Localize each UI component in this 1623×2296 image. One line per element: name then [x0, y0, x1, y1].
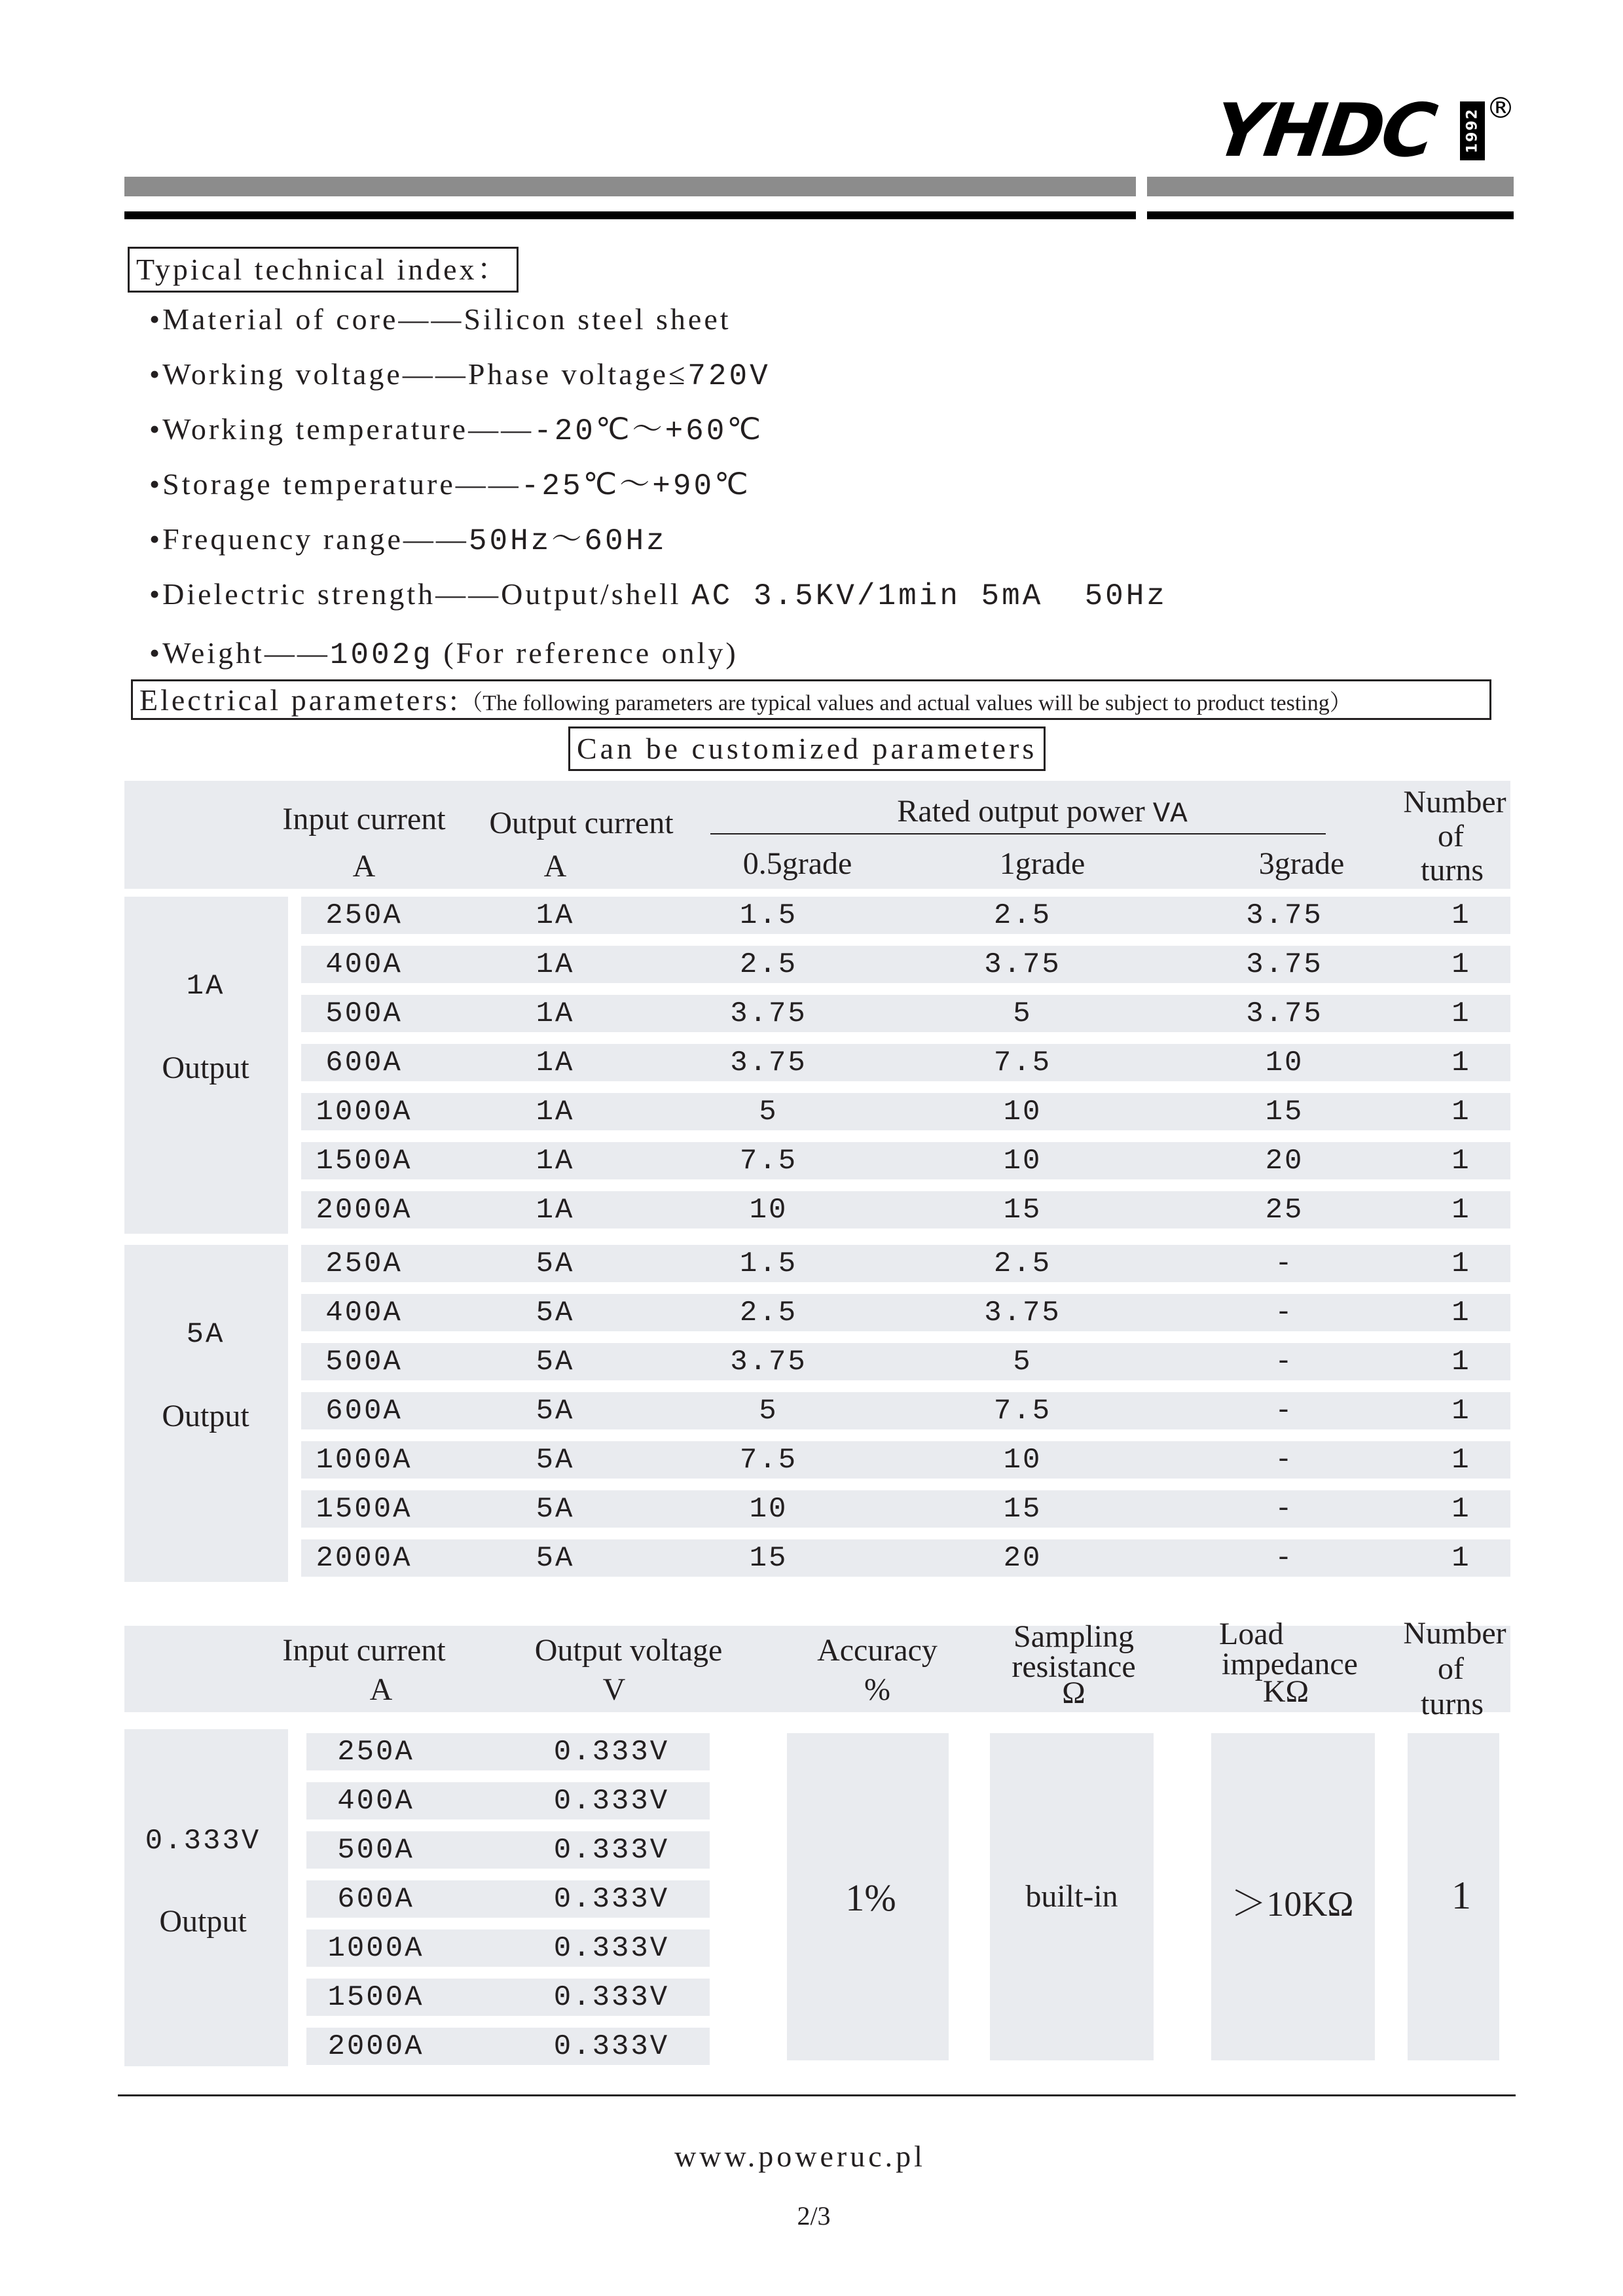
accuracy-value: 1%: [845, 1876, 896, 1919]
table-row: [301, 1245, 1510, 1282]
cell-power-0-5-grade: 5: [759, 1096, 778, 1128]
cell-input-current: 400A: [325, 948, 403, 981]
cell-input-current: 400A: [337, 1785, 414, 1818]
table1-head-input-unit: A: [352, 849, 376, 884]
cell-power-1-grade: 5: [1013, 1346, 1032, 1378]
table-row: [301, 995, 1510, 1032]
cell-input-current: 1000A: [316, 1096, 412, 1128]
cell-power-3-grade: 3.75: [1246, 899, 1323, 932]
group-label-text: Output: [162, 1050, 249, 1085]
table-row: [301, 1392, 1510, 1429]
cell-power-3-grade: 20: [1265, 1145, 1304, 1177]
cell-turns: 1: [1451, 899, 1471, 932]
table1-head-grade3: 3grade: [1258, 846, 1345, 881]
turns-value: 1: [1451, 1874, 1471, 1917]
cell-output-current: 5A: [536, 1346, 575, 1378]
table2-head-output-voltage: Output voltage: [534, 1633, 723, 1668]
cell-input-current: 500A: [325, 1346, 403, 1378]
cell-input-current: 250A: [325, 1247, 403, 1280]
cell-output-current: 5A: [536, 1444, 575, 1477]
spec-core: •Material of core——Silicon steel sheet: [149, 302, 731, 336]
cell-power-0-5-grade: 15: [749, 1542, 788, 1575]
cell-input-current: 1500A: [316, 1145, 412, 1177]
cell-power-3-grade: -: [1275, 1297, 1294, 1329]
cell-turns: 1: [1451, 1346, 1471, 1378]
cell-turns: 1: [1451, 948, 1471, 981]
cell-input-current: 1500A: [316, 1493, 412, 1526]
table2-head-load-unit: KΩ: [1262, 1674, 1309, 1709]
cell-turns: 1: [1451, 1444, 1471, 1477]
cell-turns: 1: [1451, 1047, 1471, 1079]
cell-power-3-grade: -: [1275, 1542, 1294, 1575]
cell-power-3-grade: 3.75: [1246, 997, 1323, 1030]
cell-turns: 1: [1451, 997, 1471, 1030]
cell-input-current: 250A: [337, 1736, 414, 1768]
table1-head-output-unit: A: [543, 849, 567, 884]
registered-mark: ®: [1486, 92, 1515, 125]
cell-turns: 1: [1451, 1493, 1471, 1526]
group-label-value: 1A: [186, 970, 225, 1003]
table2-group-label: [124, 1729, 288, 2066]
cell-input-current: 250A: [325, 899, 403, 932]
cell-power-0-5-grade: 3.75: [730, 1346, 807, 1378]
load-value: ＞10KΩ: [1231, 1884, 1354, 1924]
header-bar-gray-left: [124, 177, 1136, 196]
spec-dielectric-strength: •Dielectric strength——Output/shell AC 3.5KV/1min 5mA 50Hz: [149, 577, 1167, 613]
cell-input-current: 500A: [325, 997, 403, 1030]
cell-power-1-grade: 15: [1003, 1493, 1042, 1526]
cell-output-current: 5A: [536, 1542, 575, 1575]
table1-head-rated-power: Rated output power VA: [897, 794, 1188, 831]
cell-power-3-grade: -: [1275, 1247, 1294, 1280]
table1-head-turns-2: of: [1438, 819, 1464, 853]
cell-power-1-grade: 2.5: [993, 1247, 1052, 1280]
table2-head-turns-1: Number: [1403, 1616, 1506, 1651]
cell-power-3-grade: 10: [1265, 1047, 1304, 1079]
table-row: [301, 1539, 1510, 1577]
cell-power-0-5-grade: 7.5: [739, 1444, 798, 1477]
table-row: [301, 1441, 1510, 1479]
table2-head-turns-3: turns: [1421, 1687, 1484, 1721]
group-label-value: 0.333V: [145, 1825, 261, 1857]
table-row: [301, 1093, 1510, 1130]
cell-power-1-grade: 2.5: [993, 899, 1052, 932]
cell-power-0-5-grade: 3.75: [730, 1047, 807, 1079]
cell-output-current: 5A: [536, 1297, 575, 1329]
cell-power-0-5-grade: 1.5: [739, 899, 798, 932]
table-row: [301, 946, 1510, 983]
cell-power-1-grade: 7.5: [993, 1395, 1052, 1427]
cell-output-current: 1A: [536, 899, 575, 932]
cell-power-3-grade: 15: [1265, 1096, 1304, 1128]
cell-power-0-5-grade: 10: [749, 1493, 788, 1526]
table-row: [301, 1142, 1510, 1179]
cell-power-1-grade: 5: [1013, 997, 1032, 1030]
cell-power-1-grade: 3.75: [984, 948, 1061, 981]
cell-power-0-5-grade: 5: [759, 1395, 778, 1427]
cell-output-current: 5A: [536, 1395, 575, 1427]
table1-head-grade1: 1grade: [999, 846, 1085, 881]
table1-head-grade05: 0.5grade: [742, 846, 852, 881]
logo-text: YHDC: [1208, 88, 1440, 173]
cell-power-0-5-grade: 10: [749, 1194, 788, 1227]
spec-working-temperature: •Working temperature——-20℃～+60℃: [149, 412, 764, 448]
cell-input-current: 600A: [325, 1395, 403, 1427]
cell-output-voltage: 0.333V: [553, 1883, 670, 1916]
header-bar-gray-right: [1147, 177, 1514, 196]
table-row: [301, 1044, 1510, 1081]
table1-head-input-current: Input current: [282, 802, 446, 836]
table2-head-sampling-2: resistance: [1012, 1649, 1136, 1684]
rated-power-divider: [710, 833, 1326, 834]
cell-input-current: 600A: [337, 1883, 414, 1916]
table-row: [301, 1490, 1510, 1528]
cell-power-1-grade: 10: [1003, 1444, 1042, 1477]
cell-power-0-5-grade: 7.5: [739, 1145, 798, 1177]
cell-power-0-5-grade: 2.5: [739, 1297, 798, 1329]
cell-output-voltage: 0.333V: [553, 1981, 670, 2014]
electrical-title-box: Electrical parameters:（The following parameters are typical values and actual values will be subject to product testing）: [131, 679, 1491, 720]
cell-power-3-grade: -: [1275, 1395, 1294, 1427]
cell-turns: 1: [1451, 1194, 1471, 1227]
table2-head-accuracy-unit: %: [864, 1672, 890, 1707]
cell-power-3-grade: 3.75: [1246, 948, 1323, 981]
cell-output-current: 1A: [536, 1194, 575, 1227]
specs-title: Typical technical index：: [128, 247, 519, 293]
cell-power-1-grade: 10: [1003, 1096, 1042, 1128]
cell-output-current: 1A: [536, 948, 575, 981]
table2-head-load-2: impedance: [1222, 1647, 1358, 1681]
table2-head-accuracy: Accuracy: [817, 1633, 938, 1668]
table2-head-output-unit: V: [602, 1672, 626, 1707]
spec-working-voltage: •Working voltage——Phase voltage≤720V: [149, 357, 771, 393]
cell-output-voltage: 0.333V: [553, 2030, 670, 2063]
table-row: [301, 1191, 1510, 1229]
cell-power-1-grade: 10: [1003, 1145, 1042, 1177]
cell-output-voltage: 0.333V: [553, 1736, 670, 1768]
cell-turns: 1: [1451, 1297, 1471, 1329]
cell-output-voltage: 0.333V: [553, 1932, 670, 1965]
cell-power-0-5-grade: 1.5: [739, 1247, 798, 1280]
table2-head-input-unit: A: [369, 1672, 393, 1707]
table-row: [301, 1343, 1510, 1380]
cell-input-current: 600A: [325, 1047, 403, 1079]
spec-frequency-range: •Frequency range——50Hz～60Hz: [149, 522, 667, 558]
cell-power-3-grade: 25: [1265, 1194, 1304, 1227]
cell-output-current: 1A: [536, 1096, 575, 1128]
table1-head-turns-3: turns: [1421, 853, 1484, 888]
table2-head-turns-2: of: [1438, 1651, 1464, 1686]
cell-power-0-5-grade: 3.75: [730, 997, 807, 1030]
table2-head-sampling-unit: Ω: [1062, 1676, 1085, 1710]
cell-input-current: 1000A: [316, 1444, 412, 1477]
cell-turns: 1: [1451, 1542, 1471, 1575]
footer-page-number: 2/3: [797, 2201, 831, 2231]
cell-output-current: 1A: [536, 997, 575, 1030]
table1-head-turns-1: Number: [1403, 785, 1506, 819]
cell-power-3-grade: -: [1275, 1346, 1294, 1378]
logo-year-badge: 1992: [1460, 101, 1485, 160]
cell-turns: 1: [1451, 1096, 1471, 1128]
cell-input-current: 500A: [337, 1834, 414, 1867]
cell-input-current: 1000A: [327, 1932, 424, 1965]
header-bar-black-right: [1147, 211, 1514, 219]
cell-power-0-5-grade: 2.5: [739, 948, 798, 981]
cell-input-current: 1500A: [327, 1981, 424, 2014]
cell-power-1-grade: 20: [1003, 1542, 1042, 1575]
group-label-text: Output: [162, 1399, 249, 1433]
spec-weight: •Weight——1002g (For reference only): [149, 636, 739, 672]
table2-head-sampling-1: Sampling: [1013, 1619, 1135, 1654]
cell-output-current: 1A: [536, 1047, 575, 1079]
cell-power-3-grade: -: [1275, 1493, 1294, 1526]
cell-power-1-grade: 15: [1003, 1194, 1042, 1227]
cell-input-current: 2000A: [327, 2030, 424, 2063]
cell-output-current: 5A: [536, 1493, 575, 1526]
cell-output-current: 5A: [536, 1247, 575, 1280]
table2-head-input-current: Input current: [282, 1633, 446, 1668]
footer-divider: [118, 2094, 1516, 2096]
cell-power-1-grade: 7.5: [993, 1047, 1052, 1079]
cell-turns: 1: [1451, 1395, 1471, 1427]
cell-output-voltage: 0.333V: [553, 1834, 670, 1867]
cell-turns: 1: [1451, 1247, 1471, 1280]
sampling-value: built-in: [1025, 1879, 1118, 1914]
cell-input-current: 400A: [325, 1297, 403, 1329]
spec-storage-temperature: •Storage temperature——-25℃～+90℃: [149, 467, 751, 503]
customized-parameters-label: Can be customized parameters: [568, 726, 1046, 771]
cell-input-current: 2000A: [316, 1194, 412, 1227]
table1-head-output-current: Output current: [489, 806, 674, 840]
cell-power-3-grade: -: [1275, 1444, 1294, 1477]
table-row: [301, 1294, 1510, 1331]
table2-head-load-1: Load: [1219, 1617, 1284, 1651]
cell-output-current: 1A: [536, 1145, 575, 1177]
cell-input-current: 2000A: [316, 1542, 412, 1575]
cell-turns: 1: [1451, 1145, 1471, 1177]
table-row: [301, 897, 1510, 934]
group-label-text: Output: [159, 1904, 247, 1939]
footer-website[interactable]: www.poweruc.pl: [674, 2140, 926, 2173]
cell-power-1-grade: 3.75: [984, 1297, 1061, 1329]
group-label-value: 5A: [186, 1318, 225, 1351]
cell-output-voltage: 0.333V: [553, 1785, 670, 1818]
brand-logo: [1208, 88, 1515, 173]
header-bar-black-left: [124, 211, 1136, 219]
